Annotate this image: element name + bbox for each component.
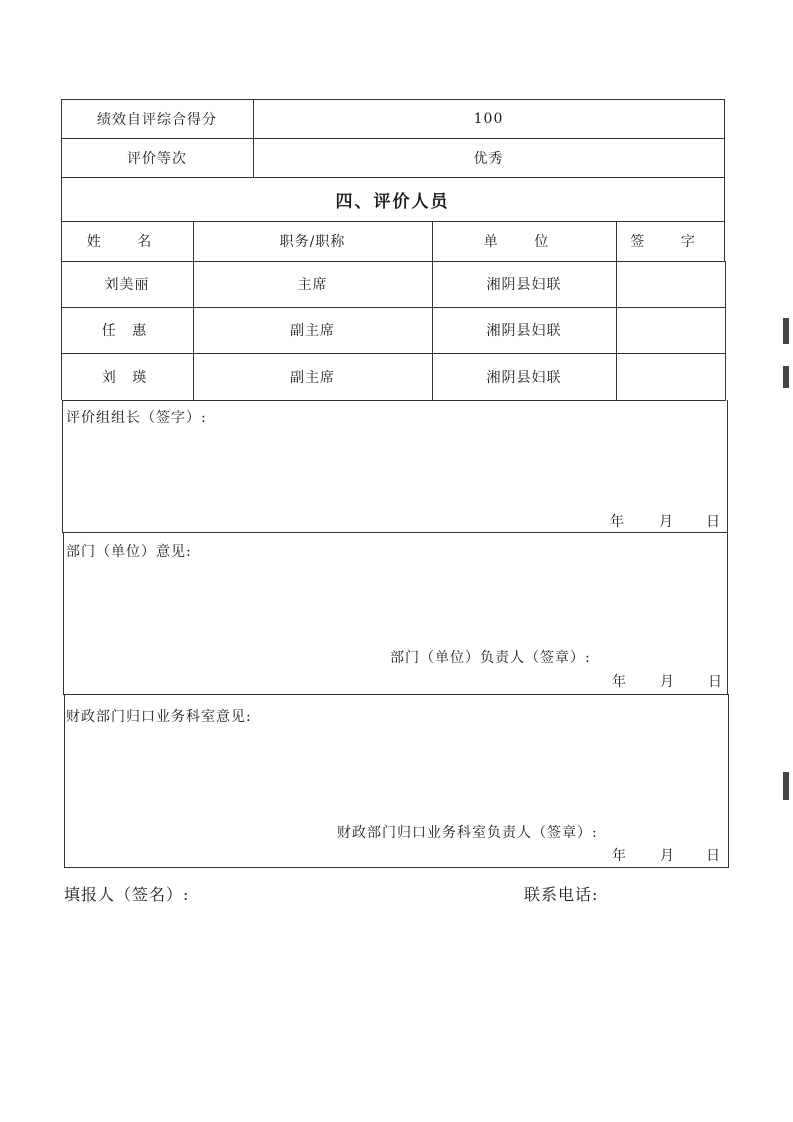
score-label: 绩效自评综合得分 [97,111,217,128]
evaluator-signature-cell[interactable] [616,353,725,400]
grade-label: 评价等次 [127,150,187,167]
evaluator-unit: 湘阴县妇联 [486,323,562,339]
rule [725,261,726,400]
group-leader-label: 评价组组长（签字）: [66,410,207,426]
finance-opinion-label: 财政部门归口业务科室意见: [66,709,252,725]
filler-signature-label: 填报人（签名）: [64,885,190,904]
header-name: 姓 名 [86,234,168,250]
finance-signer-label: 财政部门归口业务科室负责人（签章）: [337,825,598,841]
evaluator-name: 刘美丽 [104,277,150,293]
grade-value: 优秀 [473,150,504,167]
evaluator-title: 副主席 [290,369,335,386]
section-title: 四、评价人员 [335,191,450,212]
evaluator-signature-cell[interactable] [616,307,725,353]
evaluator-name: 任 惠 [101,323,153,339]
department-year: 年 [612,674,627,690]
contact-phone-label: 联系电话: [524,885,599,904]
rule [728,694,729,867]
evaluator-signature-cell[interactable] [616,261,725,307]
rule [62,532,728,533]
department-month: 月 [660,674,675,690]
finance-day: 日 [706,848,721,864]
header-title: 职务/职称 [279,234,346,250]
department-signer-label: 部门（单位）负责人（签章）: [390,650,591,666]
rule [63,694,728,695]
evaluator-name: 刘 瑛 [101,369,153,386]
group-leader-day: 日 [706,514,721,530]
finance-year: 年 [612,848,627,864]
rule [727,400,728,694]
finance-month: 月 [660,848,675,864]
score-value: 100 [473,110,504,127]
evaluator-unit: 湘阴县妇联 [486,277,562,293]
scan-edge-mark [783,772,789,800]
header-unit: 单 位 [483,234,565,250]
group-leader-year: 年 [610,514,625,530]
rule [63,532,64,694]
evaluator-title: 主席 [297,277,328,293]
evaluator-title: 副主席 [290,323,335,339]
rule [62,400,726,401]
header-signature: 签 字 [630,234,711,250]
rule [64,867,729,868]
scan-edge-mark [783,318,789,344]
group-leader-month: 月 [659,514,674,530]
department-day: 日 [708,674,723,690]
evaluator-unit: 湘阴县妇联 [486,369,562,386]
rule [62,400,63,532]
department-opinion-label: 部门（单位）意见: [66,544,192,560]
rule [64,694,65,867]
scan-edge-mark [783,366,789,388]
